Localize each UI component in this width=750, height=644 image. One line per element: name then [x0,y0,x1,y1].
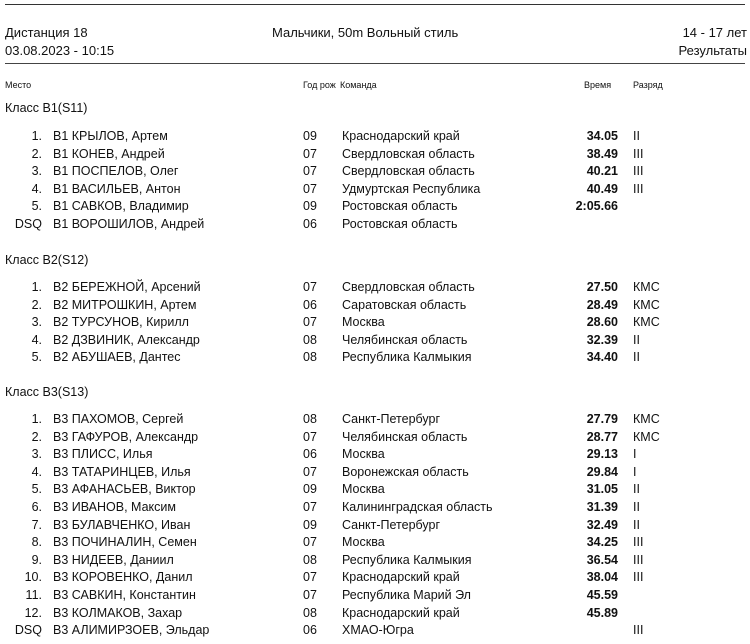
class-title: Класс B1(S11) [5,101,88,115]
athlete-name: B3 БУЛАВЧЕНКО, Иван [53,517,191,532]
team-name: Москва [342,447,385,462]
athlete-name: B2 МИТРОШКИН, Артем [53,297,197,312]
athlete-name: B3 ИВАНОВ, Максим [53,500,176,514]
rank-cell: II [633,129,640,143]
result-time: 34.40 [586,350,618,365]
doc-type-label: Результаты [678,43,747,58]
rank-cell: КМС [633,429,660,444]
result-time: 31.05 [586,482,618,497]
place-cell: 1. [31,412,42,426]
team-name: Москва [342,482,385,497]
result-time: 2:05.66 [575,199,618,214]
column-header-year: Год рож [303,80,336,90]
result-row [0,500,750,518]
athlete-name: B3 АЛИМИРЗОЕВ, Эльдар [53,623,210,638]
rank-cell: II [633,482,640,497]
place-cell: 8. [31,535,42,550]
athlete-name: B2 ТУРСУНОВ, Кирилл [53,315,189,330]
result-time: 34.25 [586,535,618,550]
result-row [0,623,750,641]
athlete-name: B3 АФАНАСЬЕВ, Виктор [53,482,196,497]
team-name: Саратовская область [342,297,467,312]
place-cell: 5. [31,199,42,214]
rank-cell: III [633,535,644,550]
team-name: Свердловская область [342,146,475,161]
birth-year: 06 [303,297,317,312]
result-row [0,199,750,217]
header-right [679,24,747,60]
birth-year: 07 [303,464,317,479]
team-name: Калининградская область [342,500,493,514]
result-row [0,147,750,165]
result-row [0,412,750,430]
result-row [0,570,750,588]
top-divider [5,4,745,5]
team-name: Санкт-Петербург [342,517,441,532]
place-cell: 3. [31,315,42,330]
team-name: Свердловская область [342,164,475,179]
age-group-label: 14 - 17 лет [682,25,747,40]
result-row [0,518,750,536]
birth-year: 07 [303,146,317,161]
team-name: Челябинская область [342,332,468,347]
athlete-name: B1 ВАСИЛЬЕВ, Антон [53,181,181,196]
result-time: 38.04 [586,570,618,585]
birth-year: 08 [303,412,317,426]
athlete-name: B2 АБУШАЕВ, Дантес [53,350,181,365]
rank-cell: III [633,570,644,585]
team-name: Удмуртская Республика [342,181,481,196]
result-row [0,182,750,200]
birth-year: 09 [303,482,317,497]
result-row [0,350,750,368]
athlete-name: B3 КОРОВЕНКО, Данил [53,570,193,585]
birth-year: 07 [303,280,317,294]
birth-year: 07 [303,588,317,602]
athlete-name: B3 ПАХОМОВ, Сергей [53,412,184,426]
place-cell: 12. [24,605,42,620]
team-name: Свердловская область [342,280,475,294]
result-time: 28.60 [586,315,618,330]
rank-cell: КМС [633,297,660,312]
birth-year: 07 [303,181,317,196]
result-row [0,430,750,448]
rank-cell: КМС [633,280,660,294]
result-time: 45.89 [586,605,618,620]
team-name: Воронежская область [342,464,469,479]
result-time: 27.79 [586,412,618,426]
result-time: 38.49 [586,146,618,161]
birth-year: 07 [303,570,317,585]
athlete-name: B2 ДЗВИНИК, Александр [53,332,200,347]
result-time: 31.39 [586,500,618,514]
place-cell: 4. [31,181,42,196]
place-cell: 1. [31,280,42,294]
result-row [0,588,750,606]
class-title: Класс B3(S13) [5,385,89,399]
athlete-name: B1 ПОСПЕЛОВ, Олег [53,164,179,179]
result-row [0,298,750,316]
result-time: 40.21 [586,164,618,179]
place-cell: 10. [24,570,42,585]
rank-cell: II [633,350,640,365]
event-title: Мальчики, 50m Вольный стиль [272,25,459,40]
distance-label: Дистанция 18 [5,25,88,40]
athlete-name: B3 ТАТАРИНЦЕВ, Илья [53,464,191,479]
rank-cell: II [633,517,640,532]
birth-year: 07 [303,500,317,514]
birth-year: 06 [303,217,317,231]
place-cell: DSQ [14,217,42,231]
birth-year: 09 [303,517,317,532]
result-time: 29.84 [586,464,618,479]
athlete-name: B1 КОНЕВ, Андрей [53,146,165,161]
rank-cell: I [633,447,637,462]
athlete-name: B3 ПЛИСС, Илья [53,447,153,462]
result-row [0,333,750,351]
result-time: 29.13 [586,447,618,462]
place-cell: DSQ [14,623,42,638]
rank-cell: III [633,164,644,179]
birth-year: 06 [303,623,317,638]
column-header-place: Место [5,80,32,90]
rank-cell: II [633,500,640,514]
result-time: 32.39 [586,332,618,347]
team-name: Ростовская область [342,199,458,214]
place-cell: 1. [31,129,42,143]
result-row [0,280,750,298]
header-left [5,24,114,60]
rank-cell: III [633,181,644,196]
result-row [0,553,750,571]
team-name: Республика Калмыкия [342,350,472,365]
rank-cell: III [633,146,644,161]
rank-cell: КМС [633,412,660,426]
team-name: Республика Марий Эл [342,588,471,602]
column-header-team: Команда [340,80,377,90]
place-cell: 6. [31,500,42,514]
result-row [0,315,750,333]
place-cell: 5. [31,350,42,365]
birth-year: 08 [303,605,317,620]
result-row [0,535,750,553]
result-row [0,217,750,235]
team-name: Санкт-Петербург [342,412,441,426]
rank-cell: I [633,464,637,479]
birth-year: 09 [303,199,317,214]
athlete-name: B2 БЕРЕЖНОЙ, Арсений [53,280,201,294]
place-cell: 3. [31,164,42,179]
result-time: 40.49 [586,181,618,196]
birth-year: 07 [303,164,317,179]
place-cell: 11. [25,588,42,602]
result-row [0,606,750,624]
rank-cell: III [633,623,644,638]
place-cell: 4. [31,464,42,479]
place-cell: 3. [31,447,42,462]
place-cell: 2. [31,429,42,444]
rank-cell: II [633,332,640,347]
athlete-name: B1 САВКОВ, Владимир [53,199,189,214]
athlete-name: B3 НИДЕЕВ, Даниил [53,552,174,567]
place-cell: 4. [31,332,42,347]
team-name: Ростовская область [342,217,458,231]
result-row [0,129,750,147]
team-name: Москва [342,315,385,330]
team-name: Краснодарский край [342,570,460,585]
column-header-time: Время [584,80,612,90]
birth-year: 08 [303,552,317,567]
place-cell: 2. [31,297,42,312]
team-name: Краснодарский край [342,129,460,143]
athlete-name: B3 КОЛМАКОВ, Захар [53,605,183,620]
birth-year: 07 [303,535,317,550]
birth-year: 07 [303,429,317,444]
place-cell: 5. [31,482,42,497]
place-cell: 9. [31,552,42,567]
result-time: 28.49 [586,297,618,312]
result-row [0,465,750,483]
place-cell: 2. [31,146,42,161]
result-time: 34.05 [586,129,618,143]
team-name: Москва [342,535,385,550]
team-name: Челябинская область [342,429,468,444]
result-row [0,447,750,465]
datetime-label: 03.08.2023 - 10:15 [5,43,115,58]
birth-year: 06 [303,447,317,462]
birth-year: 09 [303,129,317,143]
birth-year: 08 [303,332,317,347]
birth-year: 08 [303,350,317,365]
result-row [0,482,750,500]
athlete-name: B3 ГАФУРОВ, Александр [53,429,199,444]
class-title: Класс B2(S12) [5,253,89,267]
column-header-rank: Разряд [633,80,663,90]
column-headers [0,80,750,94]
header-divider [5,63,745,64]
place-cell: 7. [31,517,42,532]
athlete-name: B1 ВОРОШИЛОВ, Андрей [53,217,205,231]
result-time: 36.54 [586,552,618,567]
athlete-name: B1 КРЫЛОВ, Артем [53,129,168,143]
athlete-name: B3 САВКИН, Константин [53,588,196,602]
team-name: Республика Калмыкия [342,552,472,567]
team-name: ХМАО-Югра [342,623,414,638]
result-time: 27.50 [586,280,618,294]
birth-year: 07 [303,315,317,330]
rank-cell: КМС [633,315,660,330]
team-name: Краснодарский край [342,605,460,620]
rank-cell: III [633,552,644,567]
result-time: 32.49 [586,517,618,532]
athlete-name: B3 ПОЧИНАЛИН, Семен [53,535,197,550]
result-time: 28.77 [586,429,618,444]
result-row [0,164,750,182]
result-time: 45.59 [586,588,618,602]
